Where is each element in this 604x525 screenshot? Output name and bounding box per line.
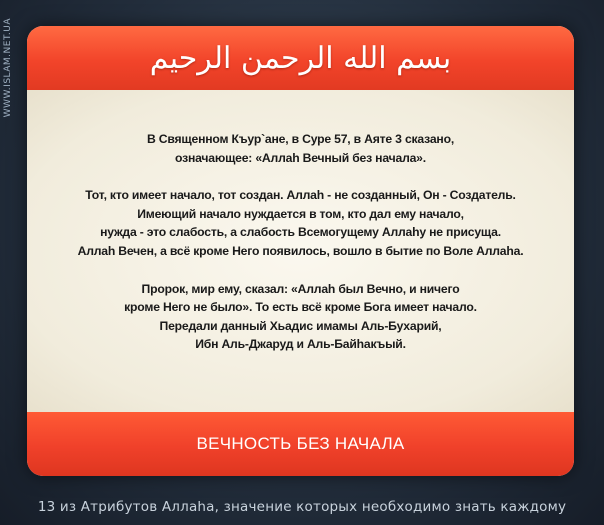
paragraph-quran-quote bbox=[37, 130, 564, 167]
basmala-calligraphy: بسم الله الرحمن الرحيم bbox=[149, 40, 452, 76]
text-line: означающее: «Аллаh Вечный без начала». bbox=[175, 150, 426, 165]
text-line: нужда - это слабость, а слабость Всемогущему Аллаhу не присуща. bbox=[100, 225, 501, 240]
content-card bbox=[27, 26, 574, 476]
card-body bbox=[27, 90, 574, 412]
text-line: кроме Него не было». То есть всё кроме Бога имеет начало. bbox=[124, 300, 477, 315]
text-line: Тот, кто имеет начало, тот создан. Аллаh - не созданный, Он - Создатель. bbox=[85, 188, 516, 203]
paragraph-hadith bbox=[37, 280, 564, 354]
text-line: Пророк, мир ему, сказал: «Аллаh был Вечно, и ничего bbox=[141, 281, 460, 296]
paragraph-explanation bbox=[37, 186, 564, 260]
text-line: Аллаh Вечен, а всё кроме Него появилось, вошло в бытие по Воле Аллаhа. bbox=[77, 243, 524, 258]
text-line: Ибн Аль-Джаруд и Аль-Байhакъый. bbox=[195, 337, 406, 352]
footer-title: ВЕЧНОСТЬ БЕЗ НАЧАЛА bbox=[196, 434, 405, 453]
bottom-caption: 13 из Атрибутов Аллаhа, значение которых необходимо знать каждому bbox=[37, 498, 567, 515]
site-watermark: WWW.ISLAM.NET.UA bbox=[3, 18, 13, 118]
text-line: Передали данный Хьадис имамы Аль-Бухарий, bbox=[159, 318, 442, 333]
card-footer bbox=[27, 412, 574, 476]
text-line: Имеющий начало нуждается в том, кто дал ему начало, bbox=[137, 206, 464, 221]
card-header bbox=[27, 26, 574, 90]
text-line: В Священном Къур`ане, в Суре 57, в Аяте 3 сказано, bbox=[146, 132, 455, 146]
card-text bbox=[37, 130, 564, 373]
